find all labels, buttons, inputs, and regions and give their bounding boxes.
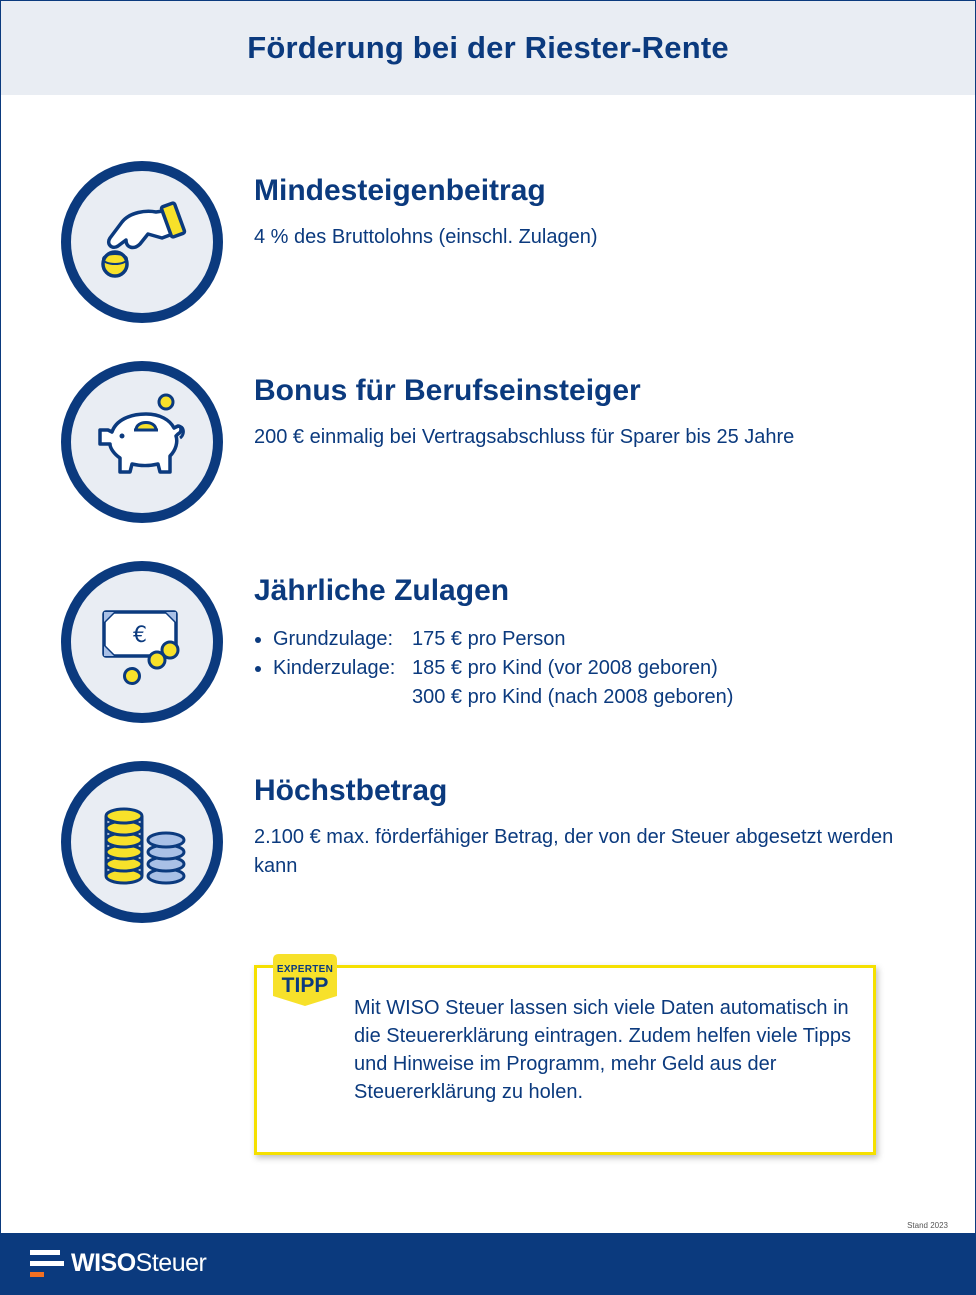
badge-line-2: TIPP — [281, 974, 329, 997]
zulagen-list — [254, 625, 733, 712]
wiso-logo-icon — [30, 1250, 64, 1278]
item-text: 200 € einmalig bei Vertragsabschluss für Sparer bis 25 Jahre — [254, 426, 795, 448]
tip-text: Mit WISO Steuer lassen sich viele Daten automatisch in die Steuererklärung eintragen. Zudem helfen viele Tipps und Hinweise im Programm, mehr Geld aus der Steuererklärung zu holen. — [354, 997, 851, 1103]
badge-line-1: EXPERTEN — [276, 964, 334, 975]
item-text: 2.100 € max. förderfähiger Betrag, der von der Steuer abgesetzt werden kann — [254, 826, 894, 877]
item-title: Jährliche Zulagen — [254, 574, 510, 607]
coin-stacks-icon — [60, 760, 224, 924]
page-header — [1, 1, 975, 95]
item-text: 4 % des Bruttolohns (einschl. Zulagen) — [254, 226, 598, 248]
euro-banknote-icon — [60, 560, 224, 724]
page-title: Förderung bei der Riester-Rente — [247, 30, 729, 65]
bullet-label: Kinderzulage: — [273, 657, 396, 679]
item-title: Bonus für Berufseinsteiger — [254, 374, 641, 407]
item-title: Höchstbetrag — [254, 774, 448, 807]
hand-coin-icon — [60, 160, 224, 324]
logo-regular: Steuer — [135, 1249, 207, 1277]
bullet-label: Grundzulage: — [273, 628, 394, 650]
bullet-value: 185 € pro Kind (vor 2008 geboren) — [412, 657, 718, 679]
stand-date: Stand 2023 — [907, 1221, 948, 1230]
item-title: Mindesteigenbeitrag — [254, 174, 546, 207]
svg-text:€: € — [133, 623, 147, 648]
bullet-continuation: 300 € pro Kind (nach 2008 geboren) — [412, 686, 734, 708]
list-item — [254, 625, 733, 654]
logo-bold: WISO — [71, 1249, 136, 1277]
footer — [0, 1233, 976, 1295]
list-item — [254, 654, 733, 683]
piggy-bank-icon — [60, 360, 224, 524]
expert-tip-badge — [271, 954, 339, 1018]
bullet-value: 175 € pro Person — [412, 628, 566, 650]
wiso-logo-text — [71, 1249, 206, 1278]
expert-tip-box — [254, 965, 876, 1155]
